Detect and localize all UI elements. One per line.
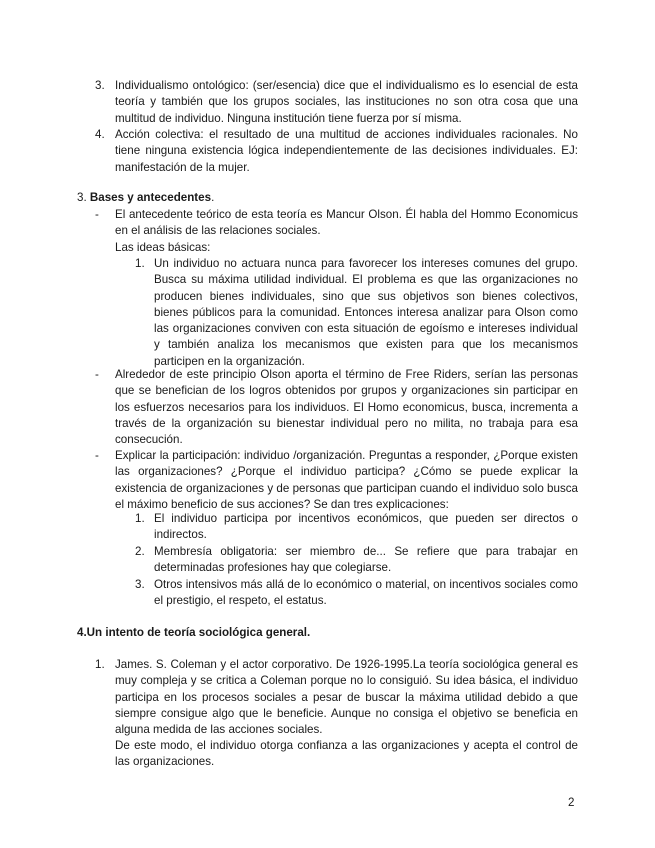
section-3-number: 3. bbox=[77, 191, 87, 204]
list-number-1: 1. bbox=[95, 658, 105, 671]
page-number: 2 bbox=[568, 796, 575, 809]
list-item-accion-colectiva: Acción colectiva: el resultado de una multitud de acciones individuales racionales. No tiene ninguna existencia lógica independientemente de las decisiones individuales. EJ: manifestación de la mujer. bbox=[115, 128, 578, 174]
bullet-dash: - bbox=[95, 449, 99, 462]
sublist-number-2: 2. bbox=[135, 545, 145, 558]
sublist-number-3: 3. bbox=[135, 578, 145, 591]
bullet-dash: - bbox=[95, 208, 99, 221]
sublist-item-individuo: Un individuo no actuara nunca para favorecer los intereses comunes del grupo. Busca su máxima utilidad individual. El problema es que las organizaciones no producen bienes individuales, sino que sus objetivos son bienes colectivos, bienes públicos para la comunidad. Entonces interesa analizar para Olson como las organizaciones conviven con esta situación de egoísmo e intereses individual y también analiza los mecanismos que existen para que los mecanismos participen en la organización. bbox=[154, 257, 578, 368]
list-item-coleman-conclusion: De este modo, el individuo otorga confianza a las organizaciones y acepta el control de las organizaciones. bbox=[115, 739, 578, 769]
list-item-coleman: James. S. Coleman y el actor corporativo. De 1926-1995.La teoría sociológica general es muy compleja y se critica a Coleman porque no lo consiguió. Su idea básica, el individuo participa en los procesos sociales a pesar de buscar la máxima utilidad debido a que siempre consigue algo que le beneficie. Aunque no consiga el objetivo se beneficia en alguna medida de las acciones sociales. bbox=[115, 658, 578, 737]
sublist-number-1: 1. bbox=[135, 257, 145, 270]
sublist-item-membresia: Membresía obligatoria: ser miembro de... Se refiere que para trabajar en determinadas profesiones hay que colegiarse. bbox=[154, 545, 578, 575]
bullet-dash: - bbox=[95, 368, 99, 381]
sublist-number-1: 1. bbox=[135, 512, 145, 525]
bullet-participacion: Explicar la participación: individuo /organización. Preguntas a responder, ¿Porque existen las organizaciones? ¿Porque el individuo participa? ¿Cómo se puede explicar la existencia de organizaciones y de personas que participan cuando el individuo solo busca el máximo beneficio de sus acciones? Se dan tres explicaciones: bbox=[115, 449, 578, 511]
section-3-title: Bases y antecedentes bbox=[89, 191, 212, 204]
bullet-olson-antecedente: El antecedente teórico de esta teoría es Mancur Olson. Él habla del Hommo Economicus en el análisis de las relaciones sociales. bbox=[115, 208, 578, 238]
sublist-item-incentivos-economicos: El individuo participa por incentivos económicos, que pueden ser directos o indirectos. bbox=[154, 512, 578, 542]
section-4-heading: 4.Un intento de teoría sociológica general. bbox=[77, 626, 311, 639]
list-number-3: 3. bbox=[95, 79, 105, 92]
section-3-title-period: . bbox=[211, 191, 215, 204]
ideas-basicas-label: Las ideas básicas: bbox=[115, 241, 211, 254]
section-3-heading bbox=[77, 190, 214, 206]
list-item-individualismo-ontologico: Individualismo ontológico: (ser/esencia) dice que el individualismo es lo esencial de esta teoría y también que los grupos sociales, las instituciones no son otra cosa que una multitud de individuo. Ninguna institución tiene fuerza por sí misma. bbox=[115, 79, 578, 125]
list-number-4: 4. bbox=[95, 128, 105, 141]
sublist-item-incentivos-sociales: Otros intensivos más allá de lo económico o material, on incentivos sociales como el prestigio, el respeto, el estatus. bbox=[154, 578, 578, 608]
bullet-free-riders: Alrededor de este principio Olson aporta el término de Free Riders, serían las personas que se benefician de los logros obtenidos por grupos y organizaciones sin participar en los esfuerzos necesarios para los individuos. El Homo economicus, busca, incrementa a través de la organización su bienestar individual pero no milita, no trabaja para esa consecución. bbox=[115, 368, 578, 447]
